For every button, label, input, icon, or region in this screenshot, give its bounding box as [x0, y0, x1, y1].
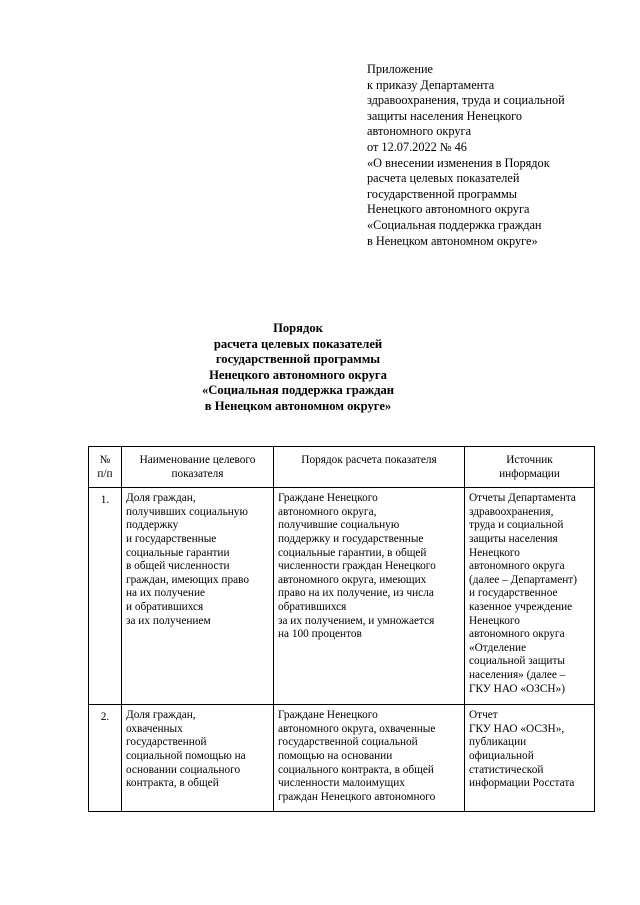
table-row [89, 705, 595, 812]
header-num: № п/п [89, 447, 122, 488]
appendix-line: к приказу Департамента [367, 77, 495, 92]
title-line: расчета целевых показателей [213, 336, 383, 351]
appendix-line: от 12.07.2022 № 46 [367, 139, 467, 154]
information-source-cell: Отчеты Департамента здравоохранения, труда и социальной защиты населения Ненецкого автономного округа (далее – Департамент) и государственное казенное учреждение Ненецкого автономного округа «Отделение социальной защиты населения» (далее – ГКУ НАО «ОЗСН») [465, 488, 595, 705]
calculation-method-cell: Граждане Ненецкого автономного округа, охваченные государственной социальной помощью на основании социального контракта, в общей численности малоимущих граждан Ненецкого автономного [274, 705, 465, 812]
row-num: 2. [89, 705, 122, 812]
appendix-line: автономного округа [367, 124, 472, 139]
calculation-method-cell: Граждане Ненецкого автономного округа, получившие социальную поддержку и государственные социальные гарантии, в общей численности граждан Ненецкого автономного округа, имеющих право на их получение, из числа обратившихся за их получением, и умножается на 100 процентов [274, 488, 465, 705]
appendix-block [367, 62, 627, 249]
indicator-name-cell: Доля граждан, охваченных государственной социальной помощью на основании социального контракта, в общей [122, 705, 274, 812]
header-source: Источник информации [465, 447, 595, 488]
appendix-line: Ненецкого автономного округа [367, 202, 530, 217]
appendix-line: «Социальная поддержка граждан [367, 217, 542, 232]
header-name: Наименование целевого показателя [122, 447, 274, 488]
appendix-line: защиты населения Ненецкого [367, 108, 523, 123]
appendix-line: государственной программы [367, 186, 518, 201]
indicators-table [88, 446, 595, 812]
title-line: Порядок [273, 321, 323, 335]
table-header-row [89, 447, 595, 488]
title-line: «Социальная поддержка граждан [201, 383, 395, 398]
title-line: в Ненецком автономном округе» [204, 398, 392, 413]
header-method: Порядок расчета показателя [274, 447, 465, 488]
indicator-name-cell: Доля граждан, получивших социальную поддержку и государственные социальные гарантии в общей численности граждан, имеющих право на их получение и обратившихся за их получением [122, 488, 274, 705]
title-line: Ненецкого автономного округа [209, 367, 387, 382]
appendix-line: здравоохранения, труда и социальной [367, 93, 565, 108]
row-num: 1. [89, 488, 122, 705]
appendix-line: в Ненецком автономном округе» [367, 233, 538, 248]
title-line: государственной программы [215, 352, 381, 367]
information-source-cell: Отчет ГКУ НАО «ОСЗН», публикации официальной статистической информации Росстата [465, 705, 595, 812]
appendix-line: расчета целевых показателей [367, 171, 520, 186]
table-row [89, 488, 595, 705]
appendix-line: «О внесении изменения в Порядок [367, 155, 550, 170]
document-title [0, 321, 596, 415]
appendix-line: Приложение [367, 62, 433, 76]
